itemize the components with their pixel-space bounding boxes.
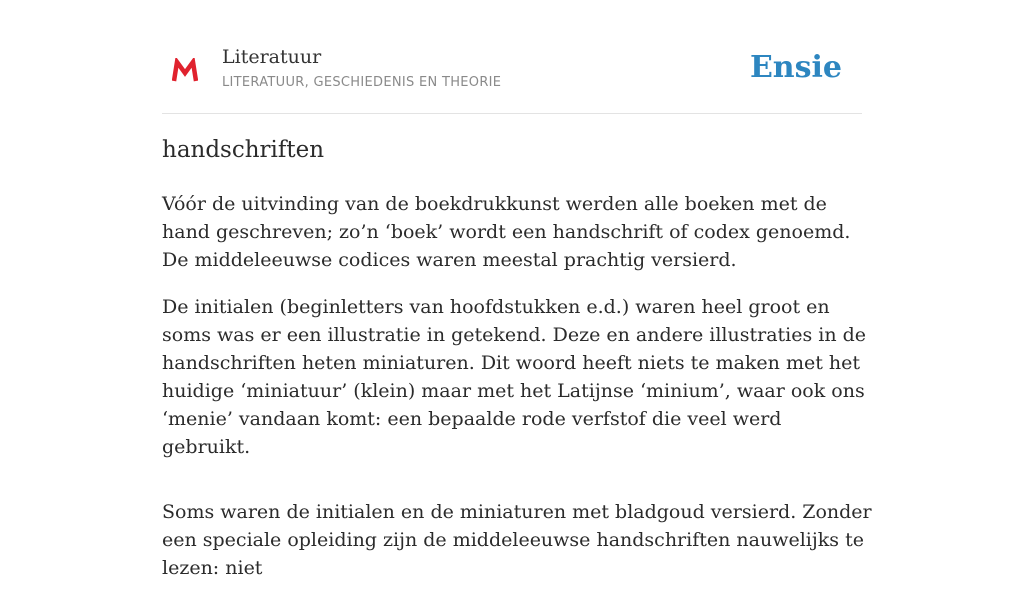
category-title[interactable]: Literatuur: [222, 46, 322, 68]
brand-logo[interactable]: Ensie: [749, 50, 842, 85]
category-subtitle: LITERATUUR, GESCHIEDENIS EN THEORIE: [222, 75, 502, 90]
paragraph: Soms waren de initialen en de miniaturen met bladgoud versierd. Zonder een speciale opleiding zijn de middeleeuwse handschriften nauwelijks te lezen: niet: [162, 501, 872, 579]
header: [162, 40, 862, 114]
article-body: [162, 190, 872, 601]
m-logo-icon[interactable]: [172, 58, 198, 84]
article-title: handschriften: [162, 137, 325, 163]
paragraph: Vóór de uitvinding van de boekdrukkunst werden alle boeken met de hand geschreven; zo’n ‘boek’ wordt een handschrift of codex genoemd. De middeleeuwse codices waren meestal prachtig versierd.: [162, 193, 851, 271]
paragraph: De initialen (beginletters van hoofdstukken e.d.) waren heel groot en soms was er een illustratie in getekend. Deze en andere illustraties in de handschriften heten miniaturen. Dit woord heeft niets te maken met het huidige ‘miniatuur’ (klein) maar met het Latijnse ‘minium’, waar ook ons ‘menie’ vandaan komt: een bepaalde rode verfstof die veel werd gebruikt.: [162, 296, 867, 458]
